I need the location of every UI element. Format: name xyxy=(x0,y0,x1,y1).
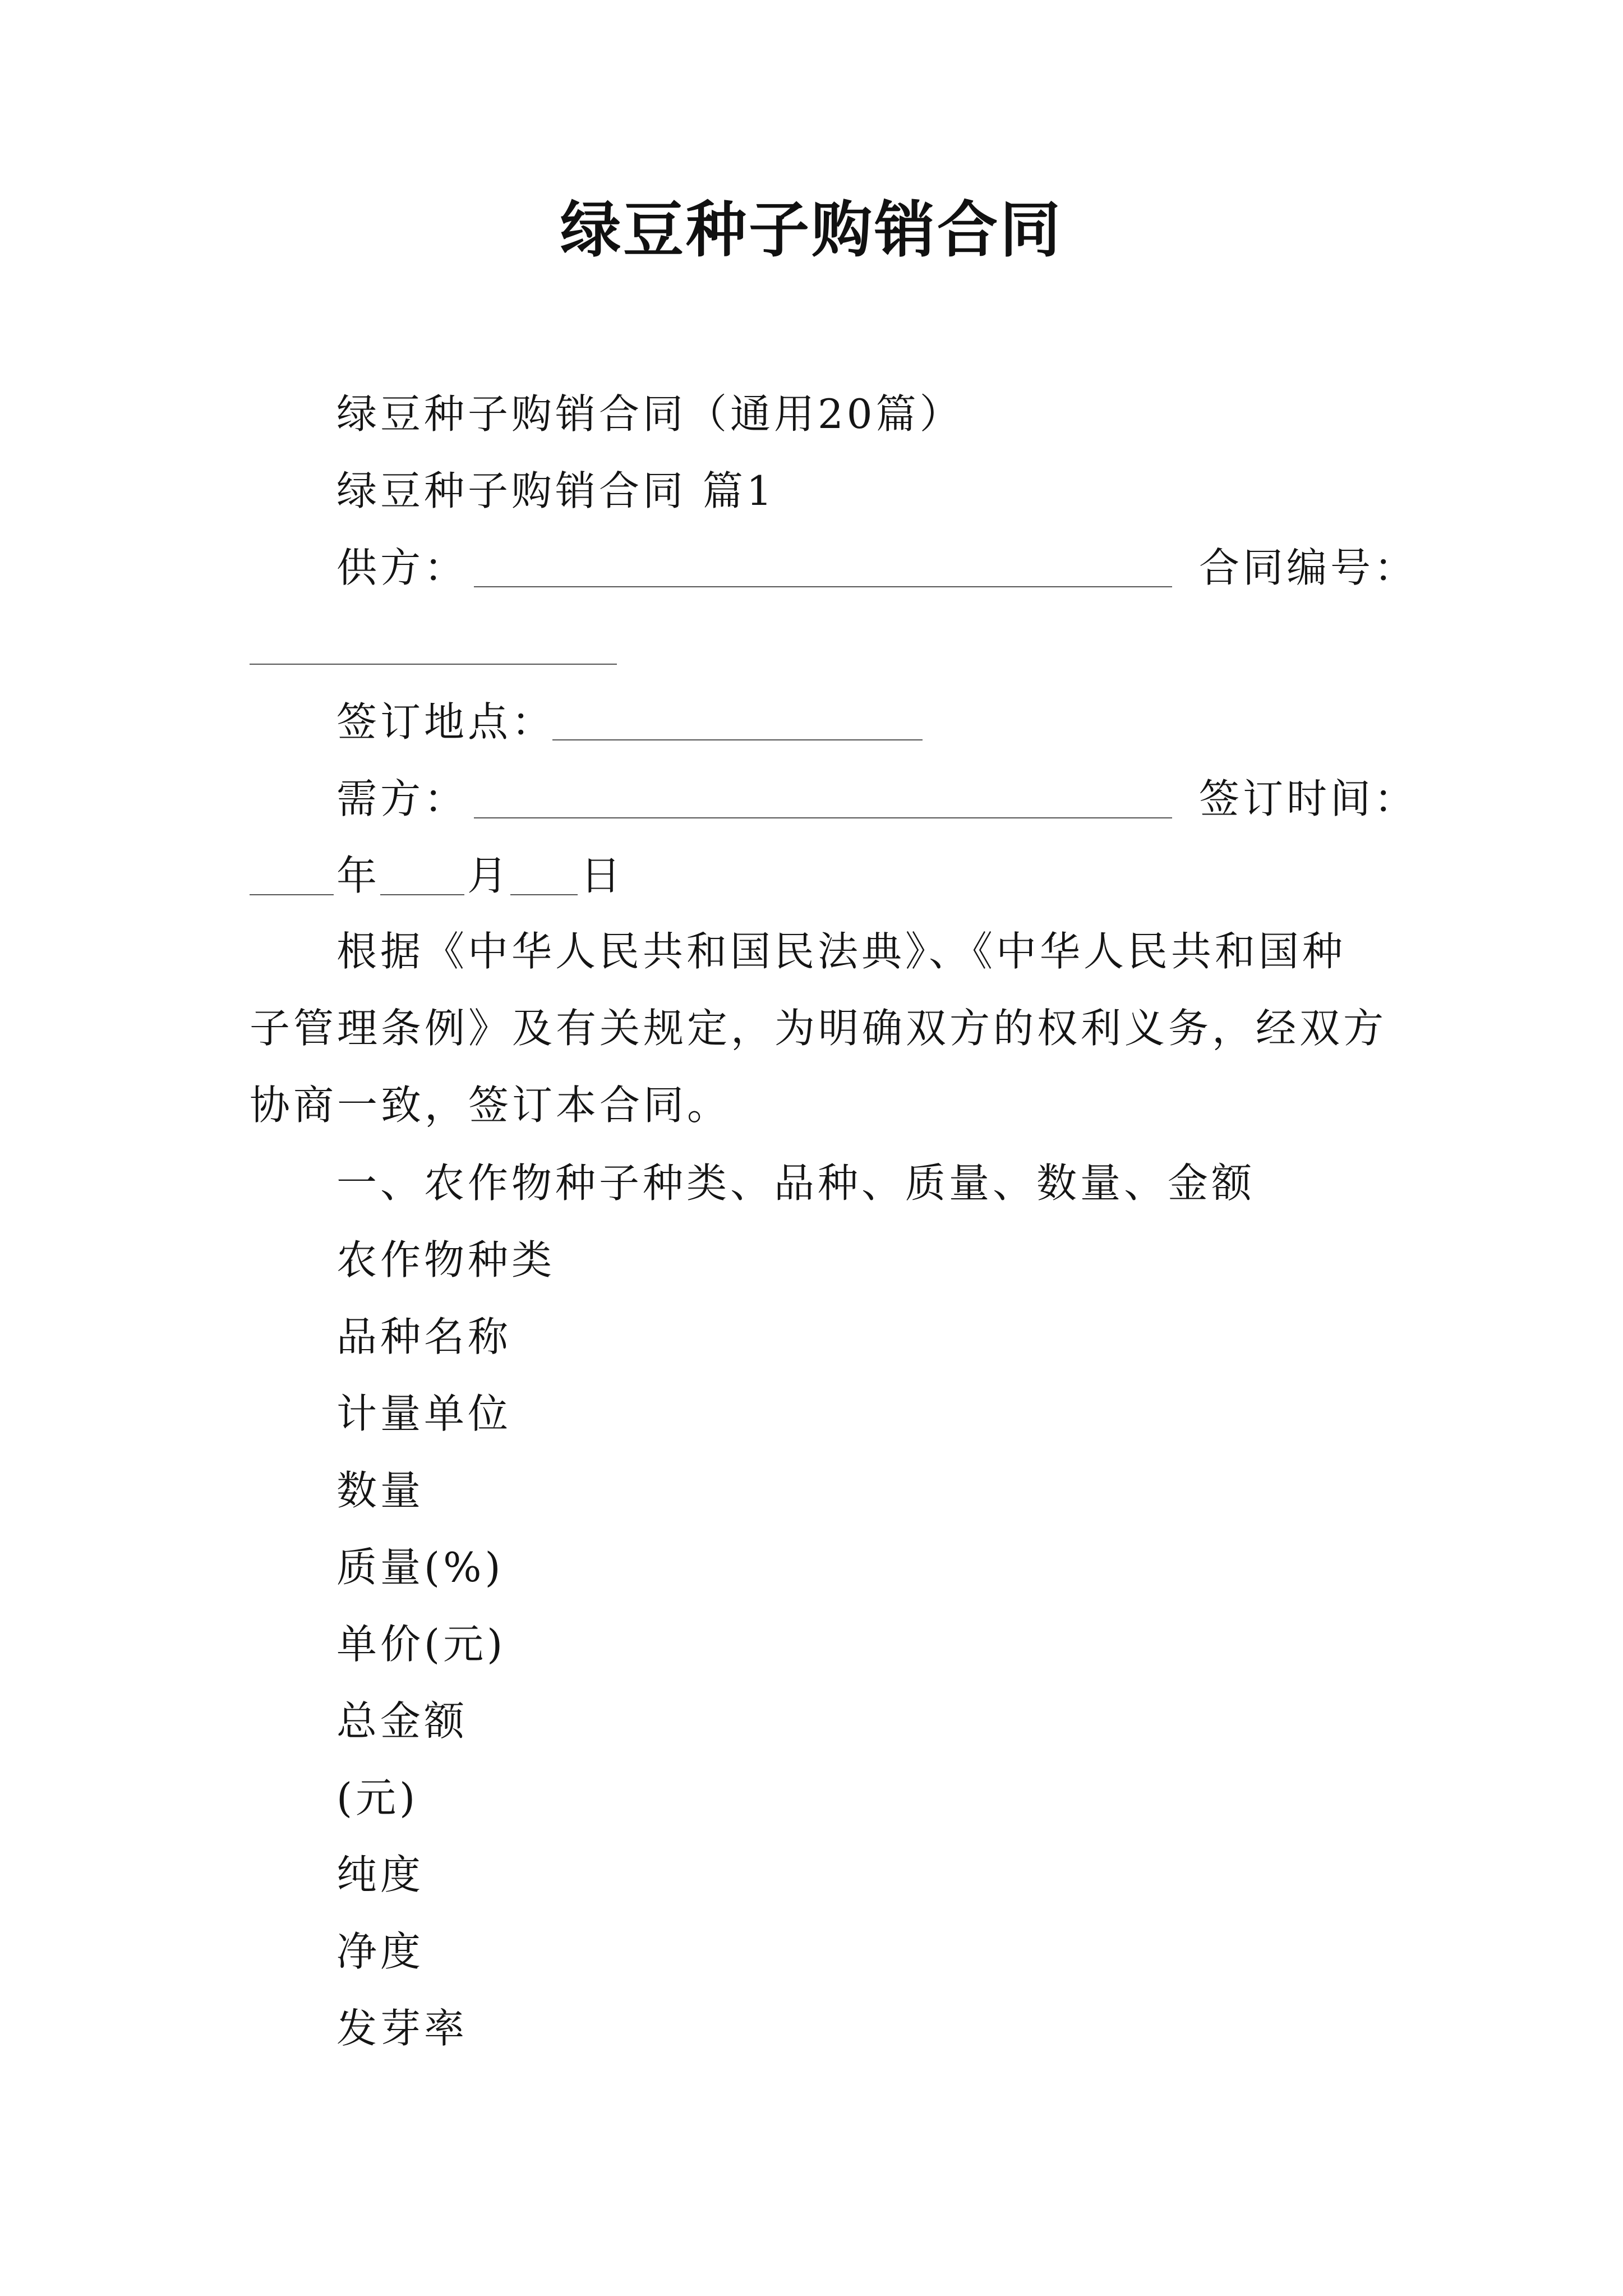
sign-place-blank xyxy=(552,739,923,740)
field-item: 质量(%) xyxy=(336,1544,504,1591)
field-item: 总金额 xyxy=(336,1697,468,1745)
sign-place-label: 签订地点： xyxy=(336,698,556,746)
document-subtitle: 绿豆种子购销合同（通用20篇） xyxy=(336,390,963,438)
field-item: 数量 xyxy=(336,1467,425,1514)
section-title: 绿豆种子购销合同 篇1 xyxy=(336,467,776,514)
buyer-blank xyxy=(474,817,1172,818)
document-title: 绿豆种子购销合同 xyxy=(560,195,1063,265)
date-year-label: 年 xyxy=(336,852,381,899)
year-blank xyxy=(250,894,334,895)
field-item: 计量单位 xyxy=(336,1390,512,1437)
field-item: 净度 xyxy=(336,1928,425,1975)
sign-time-label: 签订时间： xyxy=(1199,775,1418,822)
clause-1-heading: 一、农作物种子种类、品种、质量、数量、金额 xyxy=(336,1159,1256,1207)
supplier-blank xyxy=(474,586,1172,587)
date-day-label: 日 xyxy=(580,852,625,899)
field-item: 单价(元) xyxy=(336,1621,506,1668)
field-item: 发芽率 xyxy=(336,2005,468,2052)
day-blank xyxy=(510,894,578,895)
field-item: 农作物种类 xyxy=(336,1236,556,1283)
supplier-label: 供方： xyxy=(336,544,468,591)
field-item: 品种名称 xyxy=(336,1313,512,1360)
contract-no-label: 合同编号： xyxy=(1199,544,1418,591)
field-item: (元) xyxy=(336,1774,419,1821)
month-blank xyxy=(380,894,464,895)
date-month-label: 月 xyxy=(467,852,511,899)
intro-paragraph: 根据《中华人民共和国民法典》、《中华人民共和国种子管理条例》及有关规定，为明确双方的权利义务，经双方协商一致，签订本合同。 xyxy=(250,928,1387,1129)
contract-no-blank xyxy=(250,664,617,665)
buyer-label: 需方： xyxy=(336,775,468,822)
field-item: 纯度 xyxy=(336,1851,425,1898)
